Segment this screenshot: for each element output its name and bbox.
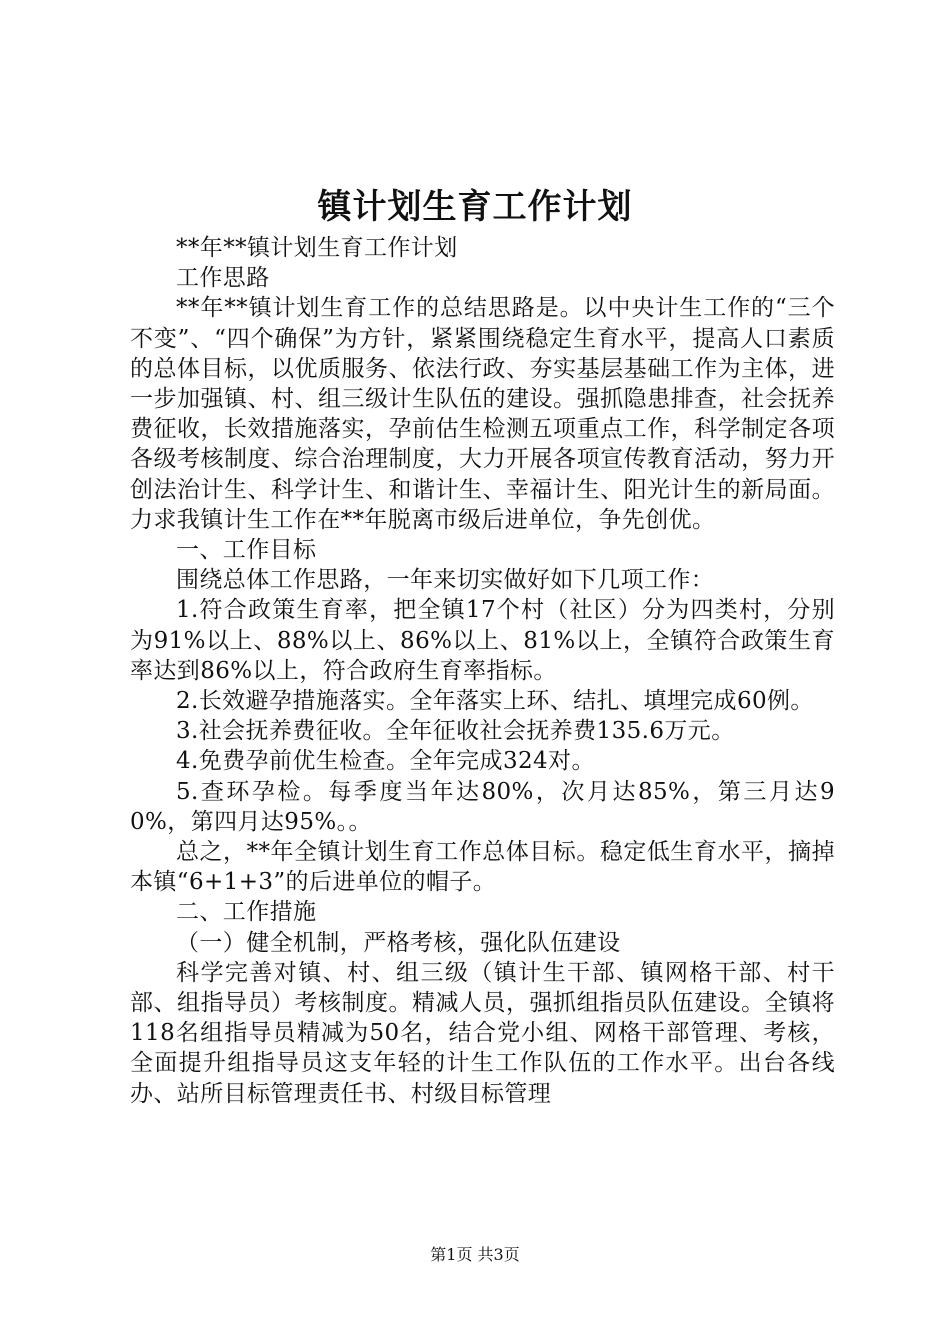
paragraph-work-approach: **年**镇计划生育工作的总结思路是。以中央计生工作的“三个不变”、“四个确保”为方针，紧紧围绕稳定生育水平，提高人口素质的总体目标，以优质服务、依法行政、夯实基层基础工作为主体，进一步加强镇、村、组三级计生队伍的建设。强抓隐患排查，社会抚养费征收，长效措施落实，孕前估生检测五项重点工作，科学制定各项各级考核制度、综合治理制度，大力开展各项宣传教育活动，努力开创法治计生、科学计生、和谐计生、幸福计生、阳光计生的新局面。力求我镇计生工作在**年脱离市级后进单位，争先创优。 xyxy=(130,295,835,533)
document-body xyxy=(130,233,835,1109)
paragraph-summary: 总之，**年全镇计划生育工作总体目标。稳定低生育水平，摘掉本镇“6+1+3”的后进单位的帽子。 xyxy=(130,839,835,896)
document-title: 镇计划生育工作计划 xyxy=(317,187,633,227)
page-number: 第1页 共3页 xyxy=(430,1245,520,1264)
section-heading-goals: 一、工作目标 xyxy=(176,537,317,564)
paragraph-measures-detail: 科学完善对镇、村、组三级（镇计生干部、镇网格干部、村干部、组指导员）考核制度。精减人员，强抓组指员队伍建设。全镇将118名组指导员精减为50名，结合党小组、网格干部管理、考核，全面提升组指导员这支年轻的计生工作队伍的工作水平。出台各线办、站所目标管理责任书、村级目标管理 xyxy=(130,959,835,1107)
goal-item-3: 3.社会抚养费征收。全年征收社会抚养费135.6万元。 xyxy=(176,718,735,745)
goal-item-4: 4.免费孕前优生检查。全年完成324对。 xyxy=(176,748,595,775)
paragraph-goals-intro: 围绕总体工作思路，一年来切实做好如下几项工作： xyxy=(176,567,715,594)
goal-item-5: 5.查环孕检。每季度当年达80%，次月达85%，第三月达90%，第四月达95%。。 xyxy=(130,778,835,835)
section-heading-measures: 二、工作措施 xyxy=(176,899,317,926)
paragraph-heading: **年**镇计划生育工作计划 xyxy=(176,235,458,261)
goal-item-2: 2.长效避孕措施落实。全年落实上环、结扎、填埋完成60例。 xyxy=(176,688,814,715)
subsection-heading-1: （一）健全机制，严格考核，强化队伍建设 xyxy=(176,929,621,956)
goal-item-1: 1.符合政策生育率，把全镇17个村（社区）分为四类村，分别为91%以上、88%以上、86%以上、81%以上，全镇符合政策生育率达到86%以上，符合政府生育率指标。 xyxy=(130,597,835,684)
paragraph-section-label: 工作思路 xyxy=(176,265,270,292)
